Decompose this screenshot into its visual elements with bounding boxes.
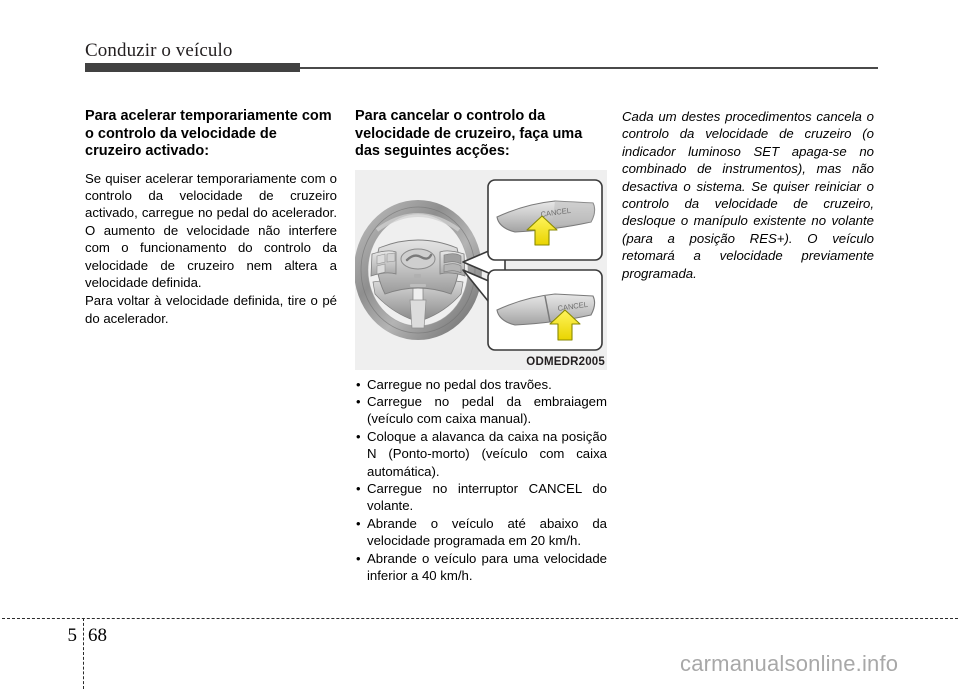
- right-cancel-switch-pod: [440, 250, 465, 275]
- callout-top-label: CANCEL: [540, 205, 572, 219]
- paragraph-accelerate-2: Para voltar à velocidade definida, tire o pé do acelerador.: [85, 293, 337, 326]
- section-heading-accelerate: Para acelerar temporariamente com o controlo da velocidade de cruzeiro activado:: [85, 108, 332, 159]
- page-number-group: [40, 625, 140, 651]
- steering-wheel-illustration: [355, 170, 607, 370]
- list-item: • Coloque a alavanca da caixa na posição N (Ponto-morto) (veículo com caixa automática).: [355, 428, 607, 480]
- figure-steering-wheel-cancel: [355, 170, 607, 370]
- header-rule: [85, 63, 878, 73]
- column-middle: [355, 108, 607, 584]
- list-item: • Abrande o veículo para uma velocidade inferior a 40 km/h.: [355, 550, 607, 585]
- watermark: carmanualsonline.info: [680, 651, 899, 676]
- note-paragraph: Cada um destes procedimentos cancela o controlo da velocidade de cruzeiro (o indicador luminoso SET apaga-se no combinado de instrumentos), mas não desactiva o sistema. Se quiser reiniciar o controlo da velocidade de cruzeiro, desloque o manípulo existente no volante (para a posição RES+). O veículo retomará a velocidade previamente programada.: [622, 109, 874, 281]
- callout-bottom-label: CANCEL: [557, 299, 589, 313]
- section-heading-cancel: Para cancelar o controlo da velocidade de cruzeiro, faça uma das seguintes acções:: [355, 108, 583, 159]
- hyundai-emblem: [401, 249, 435, 269]
- footer-divider-horizontal: [2, 618, 958, 619]
- chapter-title: Conduzir o veículo: [85, 40, 233, 61]
- chapter-number: 5: [67, 625, 77, 646]
- page-header: [85, 40, 878, 72]
- steering-wheel-body: [361, 207, 475, 333]
- list-item: • Carregue no pedal da embraiagem (veículo com caixa manual).: [355, 393, 607, 428]
- callout-box-bottom: [488, 270, 602, 350]
- column-right: [622, 108, 874, 282]
- callout-box-top: [488, 180, 602, 260]
- page-content: [85, 108, 880, 588]
- left-switch-pod: [371, 250, 396, 275]
- header-rule-thick: [85, 63, 300, 72]
- figure-code: ODMEDR2005: [526, 355, 605, 368]
- page-number: 68: [88, 625, 107, 646]
- cancel-actions-list: [355, 376, 607, 585]
- list-item: • Carregue no pedal dos travões.: [355, 376, 607, 393]
- list-item: • Abrande o veículo até abaixo da velocidade programada em 20 km/h.: [355, 515, 607, 550]
- list-item: • Carregue no interruptor CANCEL do volante.: [355, 480, 607, 515]
- paragraph-accelerate-1: Se quiser acelerar temporariamente com o controlo da velocidade de cruzeiro activado, carregue no pedal do acelerador. O aumento de velocidade não interfere com o funcionamento do controlo da velocidade de cruzeiro nem altera a velocidade definida.: [85, 170, 337, 290]
- column-left: [85, 108, 337, 327]
